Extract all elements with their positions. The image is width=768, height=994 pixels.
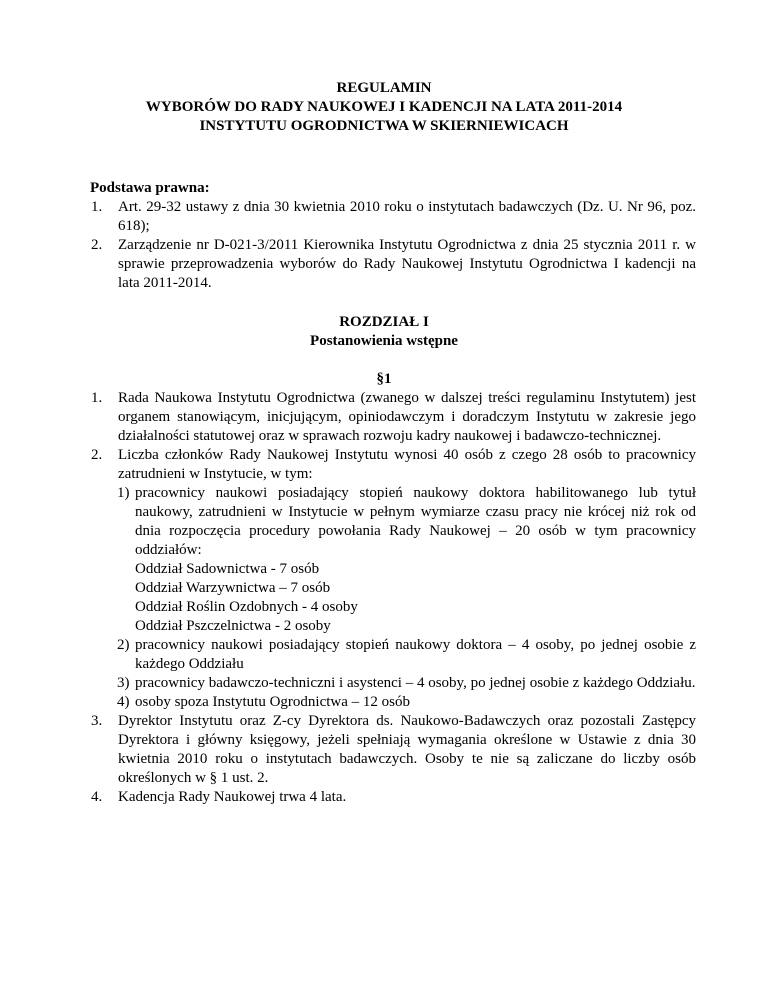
item-number: 1. bbox=[91, 199, 103, 215]
chapter-number: ROZDZIAŁ I bbox=[339, 314, 429, 330]
item-text: Rada Naukowa Instytutu Ogrodnictwa (zwanego w dalszej treści regulaminu Instytutem) jest organem stanowiącym, inicjującym, opiniodawczym i doradczym Instytutu w zakresie jego działalności statutowej oraz w sprawach rozwoju kadry naukowej i badawczo-technicznej. bbox=[118, 390, 696, 444]
item-text: Liczba członków Rady Naukowej Instytutu wynosi 40 osób z czego 28 osób to pracownicy zatrudnieni w Instytucie, w tym: bbox=[118, 447, 696, 482]
section-item bbox=[90, 788, 696, 807]
sub-item bbox=[90, 693, 696, 712]
sub-item-text: pracownicy naukowi posiadający stopień naukowy doktora – 4 osoby, po jednej osobie z każdego Oddziału bbox=[135, 637, 696, 672]
section-body bbox=[90, 389, 696, 807]
sub-item bbox=[90, 674, 696, 693]
section-mark: §1 bbox=[376, 371, 392, 387]
section-item bbox=[90, 712, 696, 788]
sub-item bbox=[90, 484, 696, 560]
title-line-3: INSTYTUTU OGRODNICTWA W SKIERNIEWICACH bbox=[199, 118, 569, 134]
department-line: Oddział Sadownictwa - 7 osób bbox=[135, 561, 320, 577]
item-text: Zarządzenie nr D-021-3/2011 Kierownika Instytutu Ogrodnictwa z dnia 25 stycznia 2011 r. w sprawie przeprowadzenia wyborów do Rady Naukowej Instytutu Ogrodnictwa I kadencji na lata 2011-2014. bbox=[118, 237, 696, 291]
sub-item-number: 2) bbox=[117, 637, 130, 653]
sub-item bbox=[90, 636, 696, 674]
sub-item-text: osoby spoza Instytutu Ogrodnictwa – 12 osób bbox=[135, 694, 410, 710]
legal-basis-item bbox=[90, 198, 696, 236]
section-item bbox=[90, 446, 696, 484]
chapter-heading bbox=[80, 313, 688, 351]
document-title bbox=[80, 79, 688, 136]
sub-item-text: pracownicy badawczo-techniczni i asystenci – 4 osoby, po jednej osobie z każdego Oddziału. bbox=[135, 675, 696, 691]
legal-basis-heading: Podstawa prawna: bbox=[90, 180, 210, 196]
department-line: Oddział Pszczelnictwa - 2 osoby bbox=[135, 618, 331, 634]
item-number: 2. bbox=[91, 447, 103, 463]
section-item bbox=[90, 389, 696, 446]
department-line: Oddział Roślin Ozdobnych - 4 osoby bbox=[135, 599, 358, 615]
title-line-1: REGULAMIN bbox=[336, 80, 432, 96]
chapter-name: Postanowienia wstępne bbox=[310, 333, 458, 349]
title-line-2: WYBORÓW DO RADY NAUKOWEJ I KADENCJI NA LATA 2011-2014 bbox=[145, 99, 623, 115]
item-number: 2. bbox=[91, 237, 103, 253]
item-number: 3. bbox=[91, 713, 103, 729]
legal-basis-item bbox=[90, 236, 696, 293]
item-number: 4. bbox=[91, 789, 103, 805]
item-text: Dyrektor Instytutu oraz Z-cy Dyrektora ds. Naukowo-Badawczych oraz pozostali Zastępcy Dyrektora i główny księgowy, jeżeli spełniają wymagania określone w Ustawie z dnia 30 kwietnia 2010 roku o instytutach badawczych. Osoby te nie są zaliczane do liczby osób określonych w § 1 ust. 2. bbox=[118, 713, 696, 786]
sub-item-number: 3) bbox=[117, 675, 130, 691]
sub-item-number: 4) bbox=[117, 694, 130, 710]
department-line: Oddział Warzywnictwa – 7 osób bbox=[135, 580, 331, 596]
item-text: Kadencja Rady Naukowej trwa 4 lata. bbox=[118, 789, 347, 805]
item-text: Art. 29-32 ustawy z dnia 30 kwietnia 2010 roku o instytutach badawczych (Dz. U. Nr 96, poz. 618); bbox=[118, 199, 696, 234]
sub-item-text: pracownicy naukowi posiadający stopień naukowy doktora habilitowanego lub tytuł naukowy, zatrudnieni w Instytucie w pełnym wymiarze czasu pracy nie krócej niż rok od dnia rozpoczęcia procedury powołania Rady Naukowej – 20 osób w tym pracownicy oddziałów: bbox=[135, 485, 696, 558]
legal-basis bbox=[90, 179, 696, 293]
sub-item-number: 1) bbox=[117, 485, 130, 501]
item-number: 1. bbox=[91, 390, 103, 406]
